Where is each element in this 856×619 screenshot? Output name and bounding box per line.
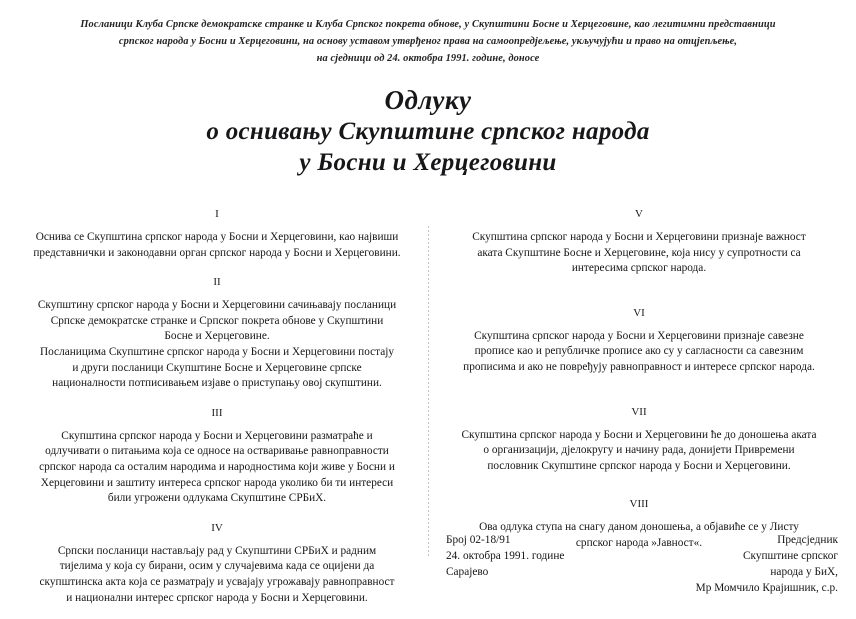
article-line: аката Скупштине Босне и Херцеговине, која нису у супротности са — [477, 246, 801, 259]
article-line: Српске демократске странке и Српског покрета обнове у Скупштини — [50, 314, 384, 327]
article-line: о организацији, дјелокругу и начину рада, донијети Привремени — [483, 444, 795, 457]
article-text — [434, 230, 844, 277]
article-numeral: VIII — [629, 498, 649, 511]
article-line: Босне и Херцеговине. — [164, 330, 270, 343]
title-line-secondary: о оснивању Скупштине српског народа — [206, 118, 650, 145]
article-section — [12, 206, 422, 261]
reference-block — [446, 532, 564, 580]
article-numeral: VI — [633, 306, 645, 319]
article-section — [434, 206, 844, 277]
article-line: Скупштина српског народа у Босни и Херцеговини признаје важност — [472, 231, 806, 243]
signature-title: Предсједник — [777, 534, 838, 546]
article-line: представнички и законодавни орган српског народа у Босни и Херцеговини. — [33, 246, 401, 259]
article-line: Скупштина српског народа у Босни и Херцеговини признаје савезне — [474, 329, 804, 342]
article-numeral: VII — [631, 405, 647, 418]
article-text — [12, 429, 422, 507]
column-divider — [428, 226, 429, 556]
reference-date: 24. октобра 1991. године — [446, 550, 565, 562]
title-line-tertiary: у Босни и Херцеговини — [299, 149, 557, 176]
article-line: прописима и ако не повређују равноправност и интересе српског народа. — [463, 360, 815, 373]
article-text — [434, 428, 844, 475]
article-line: били угрожени одлукама Скупштине СРБиХ. — [107, 492, 327, 505]
article-line: Српски посланици настављају рад у Скупштини СРБиХ и радним — [57, 544, 377, 557]
article-section — [434, 305, 844, 376]
signature-block — [636, 532, 846, 596]
article-section — [12, 274, 422, 392]
article-numeral: II — [213, 276, 221, 289]
preamble-paragraph — [26, 16, 830, 67]
signatory-name: Мр Момчило Крајишник, с.р. — [695, 582, 838, 594]
article-line: и други посланици Скупштине Босне и Херцеговине српске — [72, 361, 362, 374]
preamble-line: на сједници од 24. октобра 1991. године, доносе — [316, 53, 540, 64]
article-line: пословник Скупштине српског народа у Босни и Херцеговини. — [487, 459, 791, 472]
article-line: Посланицима Скупштине српског народа у Босни и Херцеговини постају — [39, 345, 395, 358]
article-line: тијелима у која су бирани, осим у случајевима када се оцијени да — [59, 560, 375, 573]
document-footer — [0, 532, 856, 612]
signature-body-line: Скупштине српског — [742, 550, 838, 562]
article-numeral: V — [635, 208, 643, 220]
article-line: Скупштина српског народа у Босни и Херцеговини ће до доношења аката — [461, 428, 817, 441]
article-line: Скупштину српског народа у Босни и Херцеговини сачињавају посланици — [37, 299, 397, 312]
reference-number: Број 02-18/91 — [446, 534, 511, 546]
article-line: Ова одлука ступа на снагу даном доношења, а објавиће се у Листу — [479, 521, 799, 534]
article-numeral: I — [215, 208, 219, 220]
article-text — [12, 230, 422, 261]
article-line: прописе као и републичке прописе ако су у сагласности са савезним — [474, 345, 804, 358]
reference-place: Сарајево — [446, 566, 489, 578]
right-column — [434, 206, 844, 565]
article-section — [12, 405, 422, 507]
signature-body-line: народа у БиХ, — [770, 566, 838, 578]
article-line: Херцеговини и заштиту интереса српског народа уколико би ти интереси — [40, 476, 394, 489]
preamble-line: Посланици Клуба Српске демократске странке и Клуба Српског покрета обнове, у Скупштини Босне и Херцеговине, као легитимни представници — [80, 19, 776, 30]
article-line: српског народа са осталим народима и народностима који живе у Босни и — [39, 460, 395, 473]
preamble-line: српског народа у Босни и Херцеговини, на основу уставом утврђеног права на самоопредјељење, укључујући и право на отцјепљење, — [118, 36, 738, 47]
article-section — [434, 404, 844, 475]
article-line: скупштинска акта која се разматрају и усвајају угрожавају равноправност — [39, 575, 395, 588]
document-title — [60, 84, 796, 178]
title-line-primary: Одлуку — [384, 85, 472, 115]
article-line: српског народа »Јавност«. — [575, 536, 703, 549]
article-line: националности потписивањем изјаве о приступању овој скупштини. — [52, 377, 382, 390]
article-text — [12, 298, 422, 392]
article-line: Скупштина српског народа у Босни и Херцеговини разматраће и — [61, 429, 373, 442]
article-numeral: III — [211, 406, 223, 419]
article-line: и национални интерес српског народа у Босни и Херцеговини. — [66, 591, 368, 604]
article-line: одлучивати о питањима која се односе на остваривање равноправности — [45, 445, 389, 458]
article-line: Оснива се Скупштина српског народа у Босни и Херцеговини, као највиши — [35, 231, 399, 243]
article-text — [434, 329, 844, 376]
article-numeral: IV — [211, 521, 223, 534]
article-line: интересима српског народа. — [571, 262, 707, 275]
